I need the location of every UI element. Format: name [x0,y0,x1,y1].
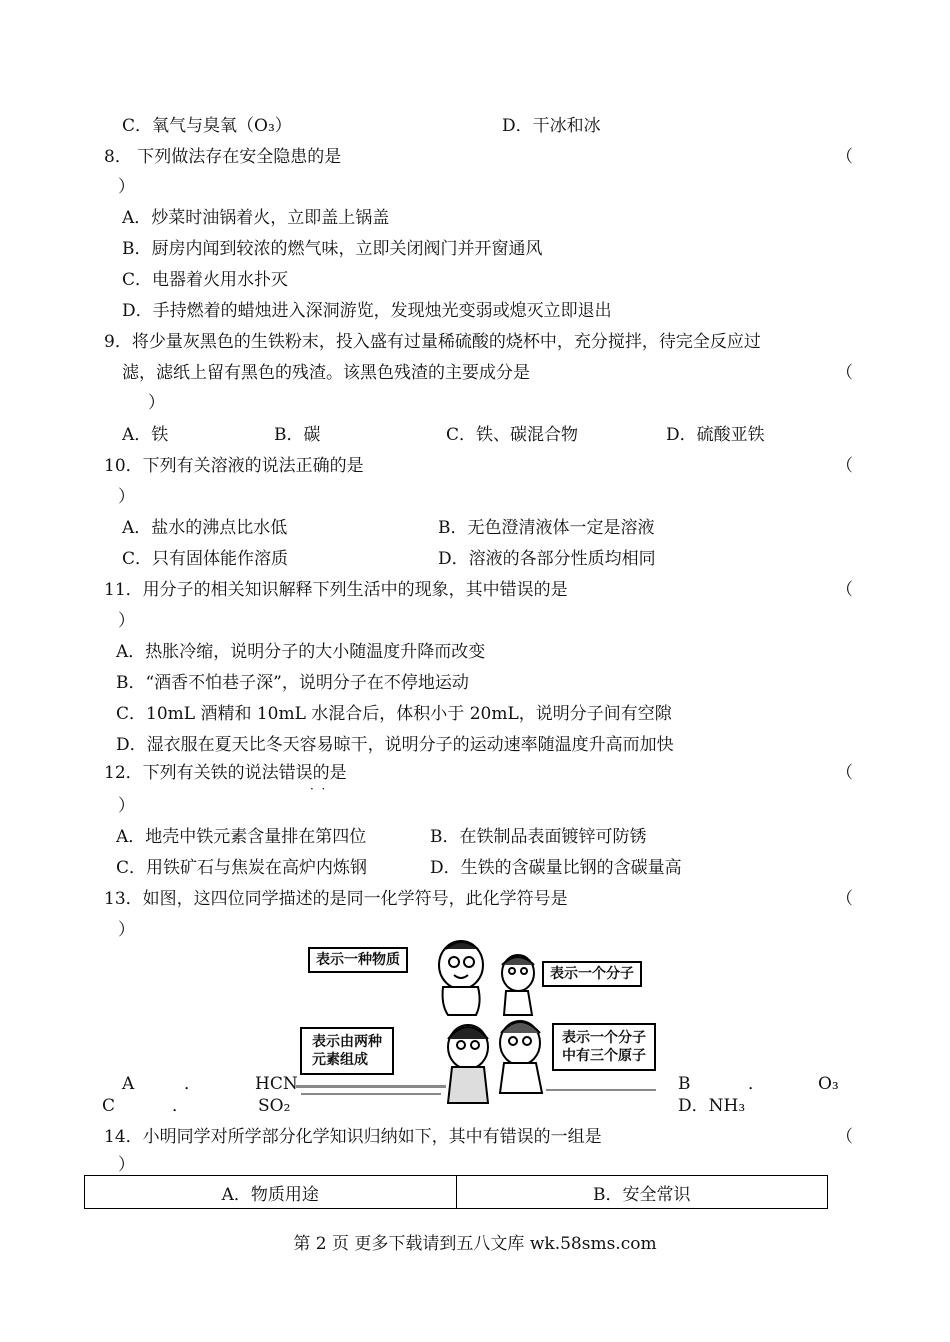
bubble-line-4: 中有三个原子 [562,1048,646,1064]
q9-stem-line2: 滤，滤纸上留有黑色的残渣。该黑色残渣的主要成分是 [122,363,530,383]
q11-option-c: C．10mL 酒精和 10mL 水混合后，体积小于 20mL，说明分子间有空隙 [116,704,672,724]
speech-bubble-substance: 表示一种物质 [308,947,408,973]
q14-table [84,1175,828,1209]
q12-option-c: C．用铁矿石与焦炭在高炉内炼钢 [116,858,368,878]
speech-bubble-molecule: 表示一个分子 [542,961,642,987]
q11-stem: 11．用分子的相关知识解释下列生活中的现象，其中错误的是 [104,580,568,600]
q13-paren-close: ） [118,920,135,940]
q14-paren-close: ） [118,1155,135,1175]
q11-paren-close: ） [118,611,135,631]
q13-option-b-letter: B [678,1074,691,1094]
table-row [85,1176,828,1209]
q11-option-d: D．湿衣服在夏天比冬天容易晾干，说明分子的运动速率随温度升高而加快 [116,735,674,755]
q9-option-d: D．硫酸亚铁 [666,425,765,445]
q10-stem: 10．下列有关溶液的说法正确的是 [104,456,364,476]
page-footer: 第 2 页 更多下载请到五八文库 wk.58sms.com [293,1234,657,1254]
q11-option-b: B．“酒香不怕巷子深”，说明分子在不停地运动 [116,673,469,693]
table-header-a: A．物质用途 [85,1176,457,1209]
q10-option-b: B．无色澄清液体一定是溶液 [438,518,655,538]
q12-paren-close: ） [118,796,135,816]
q12-option-a: A．地壳中铁元素含量排在第四位 [116,827,367,847]
q9-option-a: A．铁 [122,425,169,445]
q9-stem-line1: 9．将少量灰黑色的生铁粉末，投入盛有过量稀硫酸的烧杯中，充分搅拌，待完全反应过 [104,332,761,352]
q13-option-c-letter: C [102,1096,116,1116]
q11-option-a: A．热胀冷缩，说明分子的大小随温度升降而改变 [116,642,486,662]
q13-option-a-letter: A [122,1074,135,1094]
q12-paren-open: （ [836,763,853,783]
q13-stem: 13．如图，这四位同学描述的是同一化学符号，此化学符号是 [104,889,568,909]
q10-option-c: C．只有固体能作溶质 [122,549,289,569]
q8-option-a: A．炒菜时油锅着火，立即盖上锅盖 [122,208,390,228]
q8-option-d: D．手持燃着的蜡烛进入深洞游览，发现烛光变弱或熄灭立即退出 [122,301,612,321]
q13-option-b-dot: ． [748,1074,765,1094]
bubble-line-3: 表示一个分子 [562,1030,646,1046]
q13-option-b-value: O₃ [818,1074,839,1094]
q9-paren-close: ） [148,393,165,413]
q8-paren-open: （ [836,147,853,167]
q7-option-d: D．干冰和冰 [502,116,601,136]
speech-bubble-two-elements [300,1027,394,1075]
q12-option-b: B．在铁制品表面镀锌可防锈 [430,827,647,847]
q8-option-b: B．厨房内闻到较浓的燃气味，立即关闭阀门并开窗通风 [122,239,543,259]
q8-option-c: C．电器着火用水扑灭 [122,270,289,290]
bubble-line-2: 元素组成 [312,1052,368,1068]
q12-stem: 12．下列有关铁的说法错误的是 [104,763,347,783]
q9-option-c: C．铁、碳混合物 [446,425,579,445]
q10-option-a: A．盐水的沸点比水低 [122,518,288,538]
q13-option-c-value: SO₂ [258,1096,291,1116]
q7-option-c: C．氧气与臭氧（O₃） [122,116,292,136]
q14-paren-open: （ [836,1127,853,1147]
q13-paren-open: （ [836,889,853,909]
speech-bubble-three-atoms [552,1023,656,1071]
q13-option-a-value: HCN [255,1074,298,1094]
bubble-line-1: 表示由两种 [312,1034,382,1050]
q8-paren-close: ） [118,177,135,197]
q13-option-a-dot: ． [184,1074,201,1094]
q14-stem: 14．小明同学对所学部分化学知识归纳如下，其中有错误的一组是 [104,1127,602,1147]
q9-paren-open: （ [836,363,853,383]
q8-stem: 8． 下列做法存在安全隐患的是 [104,147,342,167]
q9-option-b: B．碳 [274,425,321,445]
q10-paren-close: ） [118,487,135,507]
q11-paren-open: （ [836,580,853,600]
q10-paren-open: （ [836,456,853,476]
emphasis-dots: · · [310,782,326,796]
q13-option-d: D．NH₃ [678,1096,746,1116]
q10-option-d: D．溶液的各部分性质均相同 [438,549,656,569]
table-header-b: B．安全常识 [456,1176,828,1209]
q12-option-d: D．生铁的含碳量比钢的含碳量高 [430,858,682,878]
q13-option-c-dot: ． [172,1096,189,1116]
students-cartoon [296,935,666,1105]
